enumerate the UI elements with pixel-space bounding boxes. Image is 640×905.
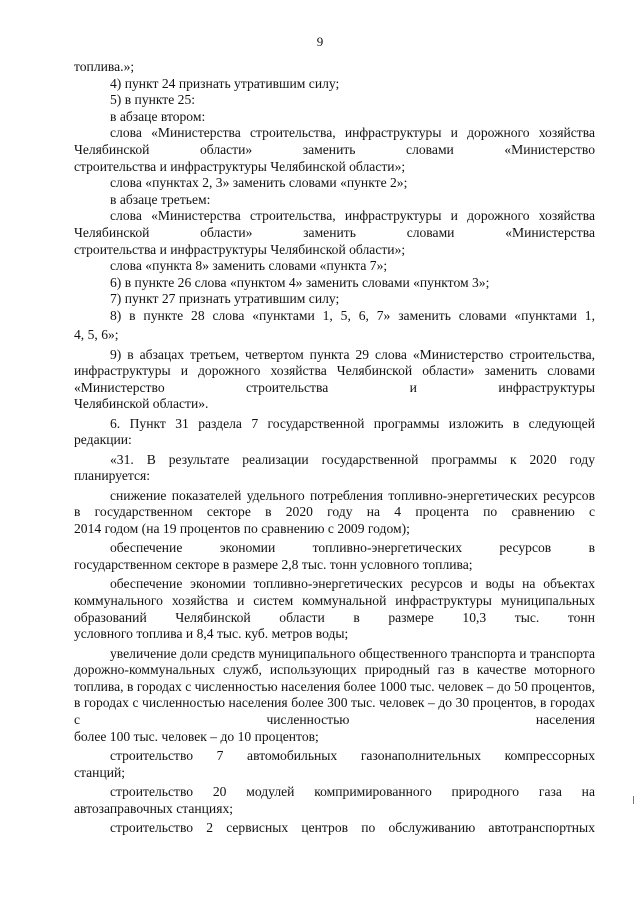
text-line: 5) в пункте 25: (110, 92, 196, 108)
paragraph: слова «Министерства строительства, инфраструктуры и дорожного хозяйства Челябинской области» заменить словами «Министерство (74, 125, 595, 157)
text-line: 4, 5, 6»; (74, 327, 119, 343)
text-line: топлива.»; (74, 59, 135, 74)
text-line: в абзаце третьем: (110, 191, 211, 207)
page-number: 9 (316, 34, 324, 49)
text-line: планируется: (74, 468, 151, 484)
paragraph: 9) в абзацах третьем, четвертом пункта 29 слова «Министерство строительства, инфраструктуры и дорожного хозяйства Челябинской области» заменить словами «Министерство строительства и инфраструктуры (74, 346, 595, 395)
text-line: редакции: (74, 432, 132, 448)
paragraph: строительство 7 автомобильных газонаполнительных компрессорных (110, 747, 595, 763)
text-line: в абзаце втором: (110, 108, 206, 124)
paragraph: обеспечение экономии топливно-энергетических ресурсов в (110, 540, 595, 556)
text-line: 7) пункт 27 признать утратившим силу; (110, 291, 340, 307)
text-line: более 100 тыс. человек – до 10 процентов; (74, 728, 319, 744)
text-line: автозаправочных станциях; (74, 800, 234, 816)
text-line: слова «пунктах 2, 3» заменить словами «пункте 2»; (110, 175, 408, 191)
paragraph: строительство 20 модулей компримированного природного газа на (110, 783, 595, 799)
paragraph: 6. Пункт 31 раздела 7 государственной программы изложить в следующей (110, 415, 595, 431)
paragraph: 8) в пункте 28 слова «пунктами 1, 5, 6, 7» заменить словами «пунктами 1, (110, 307, 595, 323)
document-body (74, 59, 595, 836)
paragraph: снижение показателей удельного потребления топливно-энергетических ресурсов в государственном секторе в 2020 году на 4 процента по сравнению с (74, 487, 595, 520)
text-line: условного топлива и 8,4 тыс. куб. метров воды; (74, 626, 349, 642)
paragraph: строительство 2 сервисных центров по обслуживанию автотранспортных (110, 819, 595, 835)
scan-edge-mark (633, 796, 634, 804)
paragraph: слова «Министерства строительства, инфраструктуры и дорожного хозяйства Челябинской области» заменить словами «Министерства (74, 208, 595, 240)
paragraph: увеличение доли средств муниципального общественного транспорта и транспорта дорожно-коммунальных служб, использующих природный газ в качестве моторного топлива, в городах с численностью населения более 1000 тыс. человек – до 50 процентов, в городах с численностью населения более 300 тыс. человек – до 30 процентов, в городах с численностью населения (74, 645, 595, 727)
paragraph: «31. В результате реализации государственной программы к 2020 году (110, 451, 595, 467)
text-line: 6) в пункте 26 слова «пунктом 4» заменить словами «пунктом 3»; (110, 274, 490, 290)
text-line: слова «пункта 8» заменить словами «пункта 7»; (110, 258, 388, 274)
text-line: станций; (74, 764, 126, 780)
text-line: 4) пункт 24 признать утратившим силу; (110, 75, 340, 91)
text-line: 2014 годом (на 19 процентов по сравнению с 2009 годом); (74, 521, 410, 537)
text-line: строительства и инфраструктуры Челябинской области»; (74, 241, 406, 257)
paragraph: обеспечение экономии топливно-энергетических ресурсов и воды на объектах коммунального хозяйства и систем коммунальной инфраструктуры муниципальных образований Челябинской области в размере 10,3 тыс. тонн (74, 576, 595, 625)
text-line: строительства и инфраструктуры Челябинской области»; (74, 158, 406, 174)
text-line: государственном секторе в размере 2,8 тыс. тонн условного топлива; (74, 557, 473, 572)
text-line: Челябинской области». (74, 396, 209, 412)
